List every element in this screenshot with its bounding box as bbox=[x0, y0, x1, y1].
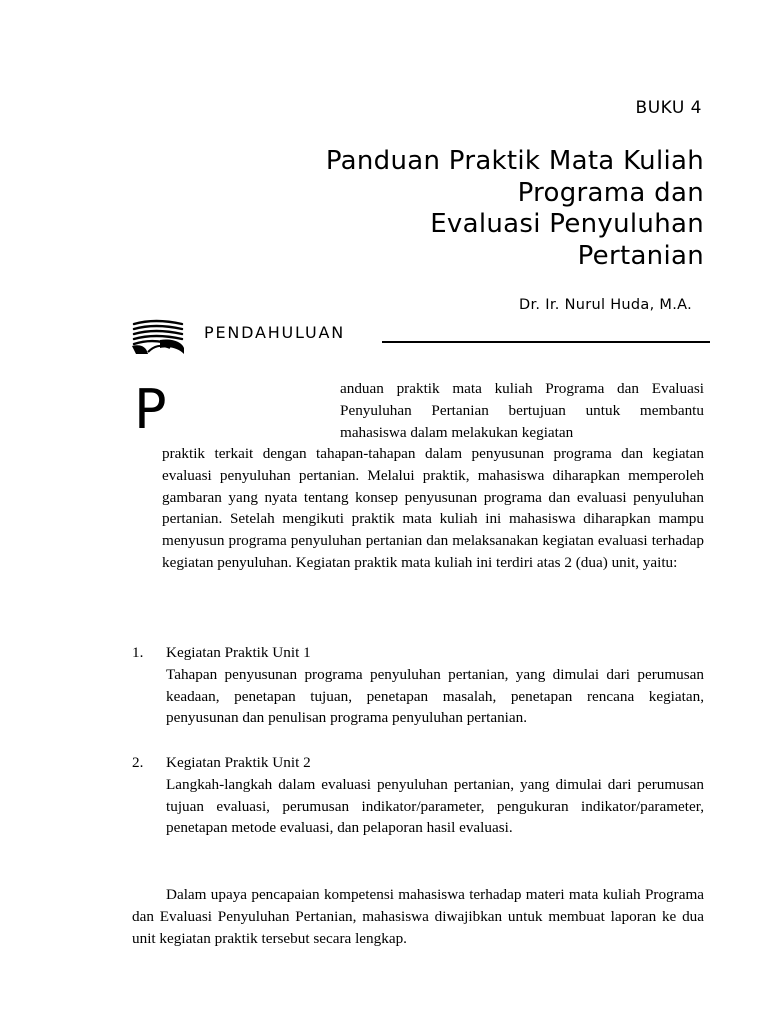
list-number: 1. bbox=[132, 644, 144, 661]
title-line: Evaluasi Penyuluhan bbox=[430, 209, 704, 239]
title-line: Programa dan bbox=[517, 177, 704, 208]
list-item-description: Langkah-langkah dalam evaluasi penyuluhan pertanian, yang dimulai dari perumusan tujuan evaluasi, perumusan indikator/parameter, pengukuran indikator/parameter, penetapan metode evaluasi, dan pelaporan hasil evaluasi. bbox=[166, 775, 704, 837]
intro-paragraph: praktik terkait dengan tahapan-tahapan dalam penyusunan programa dan kegiatan evaluasi penyuluhan pertanian. Melalui praktik, mahasiswa diharapkan memperoleh gambaran yang nyata tentang konsep penyusunan programa dan evaluasi penyuluhan pertanian. Setelah mengikuti praktik mata kuliah ini mahasiswa diharapkan mampu menyusun programa penyuluhan pertanian dan melaksanakan kegiatan evaluasi terhadap kegiatan penyuluhan. Kegiatan praktik mata kuliah ini terdiri atas 2 (dua) unit, yaitu: bbox=[162, 445, 704, 571]
book-pages-icon bbox=[130, 318, 186, 356]
section-divider bbox=[382, 341, 710, 343]
book-label: BUKU 4 bbox=[635, 98, 702, 118]
closing-paragraph: Dalam upaya pencapaian kompetensi mahasiswa terhadap materi mata kuliah Programa dan Evaluasi Penyuluhan Pertanian, mahasiswa diwajibkan untuk membuat laporan ke dua unit kegiatan praktik tersebut secara lengkap. bbox=[132, 886, 704, 947]
intro-paragraph-lead: anduan praktik mata kuliah Programa dan Evaluasi Penyuluhan Pertanian bertujuan untuk membantu mahasiswa dalam melakukan kegiatan bbox=[340, 380, 704, 441]
drop-cap: P bbox=[134, 378, 167, 441]
title-line: Panduan Praktik Mata Kuliah bbox=[325, 146, 704, 176]
section-heading: PENDAHULUAN bbox=[204, 323, 345, 342]
list-number: 2. bbox=[132, 754, 144, 771]
list-item-title: Kegiatan Praktik Unit 1 bbox=[166, 644, 311, 661]
author-name: Dr. Ir. Nurul Huda, M.A. bbox=[519, 297, 692, 313]
document-title bbox=[184, 146, 704, 272]
title-line: Pertanian bbox=[577, 240, 704, 271]
list-item-description: Tahapan penyusunan programa penyuluhan pertanian, yang dimulai dari perumusan keadaan, penetapan tujuan, penetapan masalah, penetapan rencana kegiatan, penyusunan dan penulisan programa penyuluhan pertanian. bbox=[166, 665, 704, 727]
list-item-title: Kegiatan Praktik Unit 2 bbox=[166, 754, 311, 771]
